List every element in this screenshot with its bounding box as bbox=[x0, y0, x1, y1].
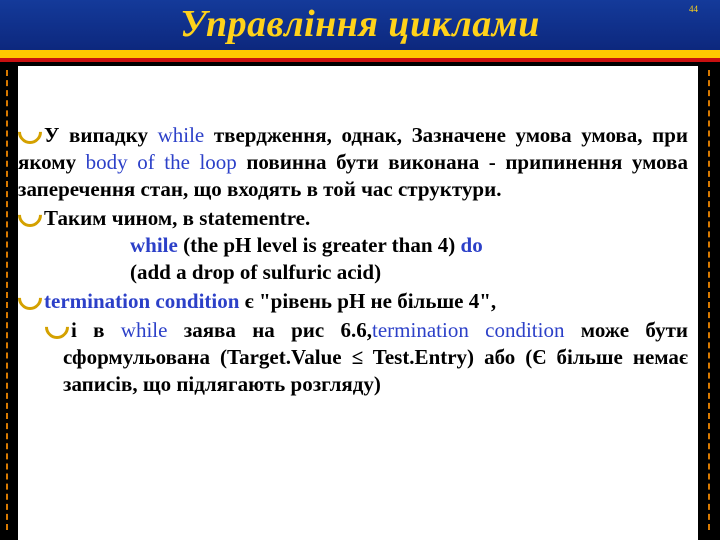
bullet-icon bbox=[13, 281, 47, 315]
header-stripe-red bbox=[0, 58, 720, 62]
code-line-1: while (the pH level is greater than 4) do bbox=[130, 233, 483, 257]
bullet-4: і в while заява на рис 6.6,termination condition може бути сформульована (Target.Value ≤ Test.Entry) або (Є більше немає записів, що підлягають розгляду) bbox=[18, 315, 688, 398]
page-number: 44 bbox=[689, 4, 698, 14]
bullet-3: termination condition є "рівень pH не більше 4", bbox=[18, 286, 688, 315]
bullet-2: Таким чином, в statementre. bbox=[18, 203, 688, 232]
bullet-1: У випадку while твердження, однак, Зазначене умова умова, при якому body of the loop повинна бути виконана - припинення умова заперечення стан, що входять в той час структури. bbox=[18, 120, 688, 203]
slide-text bbox=[18, 120, 688, 398]
bullet-icon bbox=[13, 115, 47, 149]
code-line-2: (add a drop of sulfuric acid) bbox=[130, 260, 382, 284]
decor-line-right bbox=[708, 70, 710, 530]
slide-body bbox=[18, 66, 698, 540]
bullet-icon bbox=[13, 198, 47, 232]
header-stripe-yellow bbox=[0, 50, 720, 58]
slide-title: Управління циклами bbox=[180, 3, 540, 45]
decor-line-left bbox=[6, 70, 8, 530]
bullet-icon bbox=[40, 310, 74, 344]
